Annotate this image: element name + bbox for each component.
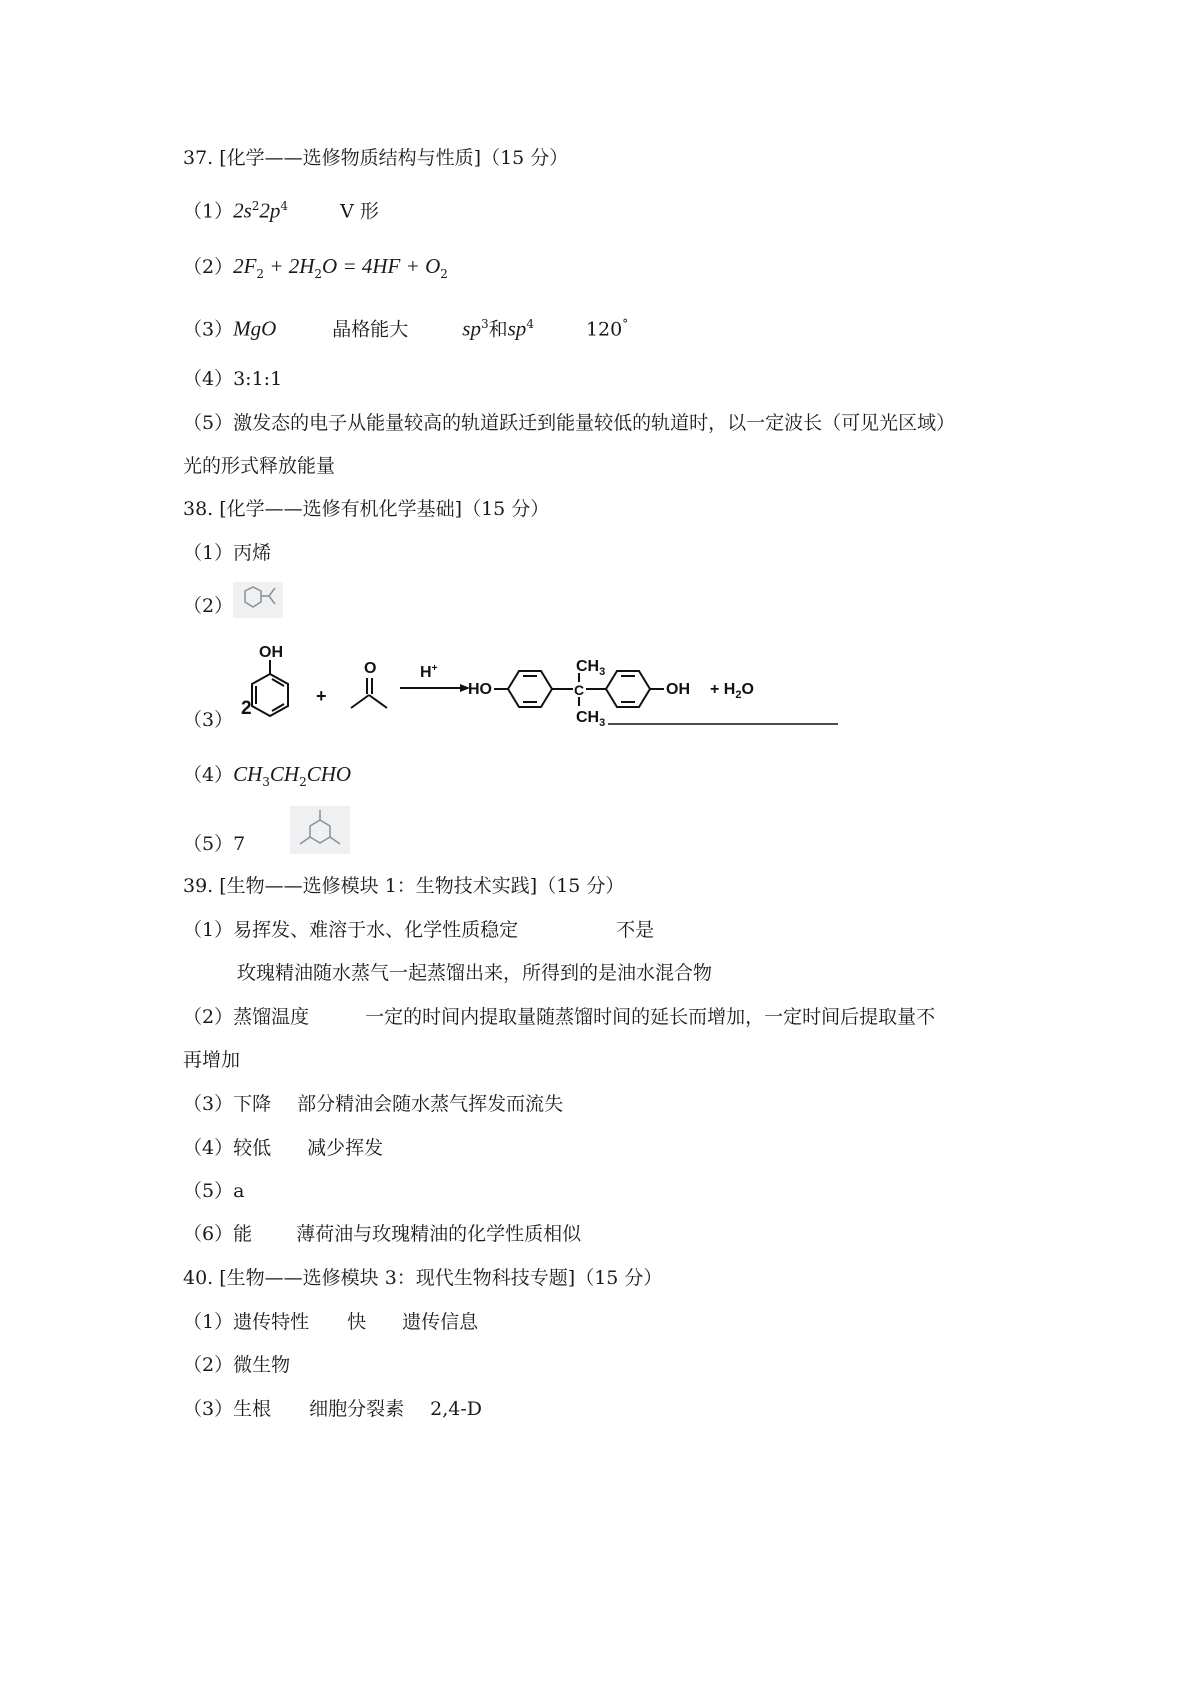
q40-answer-2 <box>183 1352 290 1378</box>
q37-a2-H-sub: 2 <box>314 266 323 281</box>
q37-answer-1 <box>183 193 379 224</box>
q40-a1-text: 遗传特性 <box>233 1311 310 1333</box>
q37-a3-deg: ° <box>622 317 629 331</box>
q37-a2-HF: HF <box>372 254 401 278</box>
q38-answer-2 <box>183 593 233 619</box>
product-ch3-top: $CH_3$ <box>576 658 606 678</box>
q37-a4-text: 3:1:1 <box>233 368 283 390</box>
q38-a4-ch: CH <box>233 762 263 786</box>
q37-a3-sp: sp <box>462 316 481 341</box>
product-water-label: + $H_2O$ <box>710 681 754 701</box>
q38-header: 38. [化学——选修有机化学基础]（15 分） <box>183 498 550 520</box>
bisphenol-reaction-diagram <box>238 640 838 750</box>
q37-a1-coef2: 2 <box>259 198 270 223</box>
phenol-oh-label: OH <box>259 644 283 661</box>
q39-answer-5 <box>183 1178 244 1204</box>
q39-answer-1 <box>183 917 654 943</box>
q37-a2-H: H <box>299 254 315 278</box>
q39-a1-text: 易挥发、难溶于水、化学性质稳定 <box>233 919 519 941</box>
q38-answer-4 <box>183 761 351 795</box>
q38-a1-label: （1） <box>183 542 234 564</box>
q39-answer-2-cont: 再增加 <box>183 1049 241 1071</box>
q38-a4-sub2: 2 <box>299 774 307 789</box>
q37-a3-label: （3） <box>183 318 234 341</box>
q39-a2-text: 蒸馏温度 <box>233 1006 310 1028</box>
q37-a1-shape: V 形 <box>340 200 379 223</box>
q37-a1-label: （1） <box>183 200 234 223</box>
q40-a1-text3: 遗传信息 <box>402 1311 479 1333</box>
q37-header: 37. [化学——选修物质结构与性质]（15 分） <box>183 147 569 169</box>
q39-a3-label: （3） <box>183 1093 234 1115</box>
product-ho-label: HO <box>468 681 492 698</box>
q39-header: 39. [生物——选修模块 1：生物技术实践]（15 分） <box>183 875 625 897</box>
q37-a2-plus1: + 2 <box>264 254 300 278</box>
q40-a1-text2: 快 <box>347 1311 367 1333</box>
q37-a2-c1: 2 <box>233 254 244 278</box>
q39-answer-3 <box>183 1091 563 1117</box>
q37-a5-label: （5） <box>183 412 234 434</box>
q37-a4-label: （4） <box>183 368 234 390</box>
q39-a4-label: （4） <box>183 1137 234 1159</box>
q37-answer-4 <box>183 366 282 392</box>
q38-a3-label: （3） <box>183 709 234 731</box>
q38-a1-text: 丙烯 <box>233 542 272 564</box>
q37-a5-text1: 激发态的电子从能量较高的轨道跃迁到能量较低的轨道时，以一定波长（可见光区域） <box>233 412 956 434</box>
q39-a2-text2: 一定的时间内提取量随蒸馏时间的延长而增加，一定时间后提取量不 <box>365 1006 936 1028</box>
q38-answer-5 <box>183 831 245 857</box>
q37-a3-sp-sup: 3 <box>480 317 489 331</box>
q40-answer-1 <box>183 1309 478 1335</box>
q39-a3-text2: 部分精油会随水蒸气挥发而流失 <box>297 1093 564 1115</box>
q38-a4-cho: CHO <box>306 762 352 786</box>
phenol-coefficient: 2 <box>241 698 252 719</box>
q39-a5-text: a <box>233 1180 245 1202</box>
trimethylbenzene-structure-image <box>290 806 350 854</box>
q38-answer-3 <box>183 707 233 733</box>
q40-a3-text: 生根 <box>233 1398 272 1420</box>
q39-a4-text2: 减少挥发 <box>307 1137 384 1159</box>
q38-a5-text: 7 <box>233 833 246 855</box>
q38-a5-label: （5） <box>183 833 234 855</box>
q39-a2-label: （2） <box>183 1006 234 1028</box>
q39-a6-text2: 薄荷油与玫瑰精油的化学性质相似 <box>296 1223 582 1245</box>
acetone-o-label: O <box>364 660 377 677</box>
product-oh-label: OH <box>666 681 690 698</box>
q40-header: 40. [生物——选修模块 3：现代生物科技专题]（15 分） <box>183 1267 663 1289</box>
q38-answer-1 <box>183 540 271 566</box>
q39-a5-label: （5） <box>183 1180 234 1202</box>
q37-a1-p: p <box>269 198 281 223</box>
q37-a1-s: s <box>243 198 252 223</box>
q39-answer-6 <box>183 1221 581 1247</box>
q39-a3-text: 下降 <box>233 1093 272 1115</box>
q40-a1-label: （1） <box>183 1311 234 1333</box>
q39-a4-text: 较低 <box>233 1137 272 1159</box>
q38-a2-label: （2） <box>183 595 234 617</box>
q37-a3-sp2-sup: 4 <box>526 317 534 331</box>
q37-a2-O: O <box>322 254 338 278</box>
q37-a2-eq: = 4 <box>337 254 373 278</box>
q38-a4-label: （4） <box>183 764 234 786</box>
q37-a3-formula: MgO <box>233 316 277 341</box>
q37-a1-s-sup: 2 <box>251 199 260 213</box>
q39-a6-text: 能 <box>233 1223 253 1245</box>
reaction-plus-sign: + <box>316 686 327 706</box>
q40-a3-label: （3） <box>183 1398 234 1420</box>
q37-answer-2 <box>183 253 448 287</box>
q37-a2-O2: O <box>425 254 441 278</box>
q37-a2-O2-sub: 2 <box>440 266 448 281</box>
q40-a2-text: 微生物 <box>233 1354 291 1376</box>
q38-a4-ch2: CH <box>269 762 300 786</box>
catalyst-h-label: H+ <box>420 663 438 681</box>
q37-a2-F-sub: 2 <box>256 266 265 281</box>
q37-a2-label: （2） <box>183 256 234 278</box>
q37-a2-F: F <box>243 254 257 278</box>
q39-a1-label: （1） <box>183 919 234 941</box>
q37-a3-and: 和 <box>488 318 508 341</box>
q40-a3-text3: 2,4-D <box>430 1398 482 1420</box>
q39-a6-label: （6） <box>183 1223 234 1245</box>
q37-a2-plus2: + <box>400 254 426 278</box>
q37-a3-sp2: sp <box>507 316 527 341</box>
q37-a1-coef: 2 <box>233 198 244 223</box>
q38-a4-sub3: 3 <box>262 774 270 789</box>
q39-a1-text2: 不是 <box>616 919 655 941</box>
q37-answer-5-cont: 光的形式释放能量 <box>183 455 336 477</box>
q37-answer-3 <box>183 311 628 342</box>
q39-answer-1-cont: 玫瑰精油随水蒸气一起蒸馏出来，所得到的是油水混合物 <box>237 962 713 984</box>
q40-a3-text2: 细胞分裂素 <box>309 1398 405 1420</box>
product-central-carbon: C <box>574 682 585 698</box>
q39-answer-2 <box>183 1004 935 1030</box>
q37-a3-reason: 晶格能大 <box>332 318 409 341</box>
q37-a3-angle: 120 <box>585 318 623 341</box>
q37-a1-p-sup: 4 <box>280 199 289 213</box>
q39-answer-4 <box>183 1135 383 1161</box>
q37-answer-5 <box>183 410 955 436</box>
cumene-structure-image <box>233 582 283 618</box>
product-ch3-bottom: $CH_3$ <box>576 709 606 729</box>
q40-a2-label: （2） <box>183 1354 234 1376</box>
q40-answer-3 <box>183 1396 482 1422</box>
